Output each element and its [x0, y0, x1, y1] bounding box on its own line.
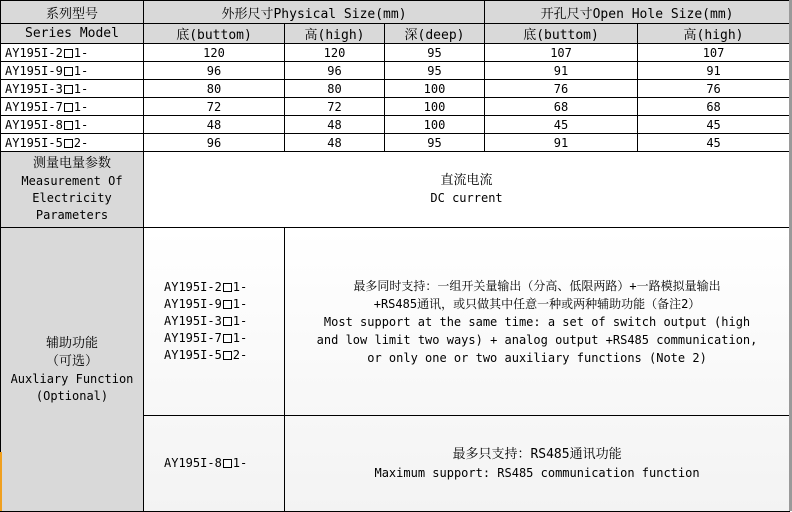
value-cell: 76 [638, 80, 790, 98]
model-suffix: 1- [232, 331, 248, 345]
model-prefix: AY195I-7 [5, 99, 63, 114]
table-row [1, 80, 790, 98]
model-suffix: 1- [232, 456, 248, 470]
header-open-hole-size: 开孔尺寸Open Hole Size(mm) [485, 1, 790, 24]
model-prefix: AY195I-2 [5, 45, 63, 60]
value-cell: 72 [285, 98, 385, 116]
value-cell: 120 [285, 44, 385, 62]
value-cell: 76 [485, 80, 638, 98]
model-prefix: AY195I-3 [5, 81, 63, 96]
header-series-en: Series Model [1, 24, 144, 44]
aux-group1-line-2: +RS485通讯，或只做其中任意一种或两种辅助功能（备注2） [373, 296, 701, 311]
measurement-label-cn: 测量电量参数 [32, 156, 111, 171]
model-cell [1, 98, 144, 116]
model-suffix: 1- [73, 117, 89, 132]
value-cell: 48 [144, 116, 285, 134]
header-series-cn: 系列型号 [1, 1, 144, 24]
checkbox-placeholder-icon [223, 300, 232, 309]
value-cell: 100 [385, 98, 485, 116]
measurement-label-en-1: Measurement Of [21, 174, 123, 188]
value-cell: 96 [144, 62, 285, 80]
value-cell: 96 [285, 62, 385, 80]
aux-group2-line-2: Maximum support: RS485 communication function [374, 465, 700, 480]
aux-label-cn-2: （可选） [45, 353, 98, 369]
header-phys-deep: 深(deep) [385, 24, 485, 44]
header-phys-high: 高(high) [285, 24, 385, 44]
list-item [164, 330, 282, 347]
checkbox-placeholder-icon [223, 459, 232, 468]
model-prefix: AY195I-8 [164, 456, 222, 470]
model-prefix: AY195I-7 [164, 331, 222, 345]
model-cell [1, 62, 144, 80]
aux-label-en-1: Auxliary Function [10, 371, 134, 386]
value-cell: 100 [385, 116, 485, 134]
measurement-value-en: DC current [430, 191, 503, 205]
aux-group2-models [144, 416, 285, 512]
value-cell: 120 [144, 44, 285, 62]
value-cell: 91 [638, 62, 790, 80]
model-cell [1, 134, 144, 152]
value-cell: 96 [144, 134, 285, 152]
model-prefix: AY195I-9 [5, 63, 63, 78]
model-cell [1, 44, 144, 62]
model-suffix: 1- [232, 280, 248, 294]
list-item [164, 347, 282, 364]
value-cell: 80 [285, 80, 385, 98]
value-cell: 45 [485, 116, 638, 134]
checkbox-placeholder-icon [64, 49, 73, 58]
model-prefix: AY195I-5 [5, 135, 63, 150]
model-prefix: AY195I-3 [164, 314, 222, 328]
model-suffix: 1- [73, 81, 89, 96]
model-prefix: AY195I-5 [164, 348, 222, 362]
table-row [1, 134, 790, 152]
value-cell: 72 [144, 98, 285, 116]
measurement-row [1, 152, 790, 228]
list-item [164, 279, 282, 296]
header-hole-high: 高(high) [638, 24, 790, 44]
measurement-label-en-3: Parameters [35, 208, 109, 222]
model-prefix: AY195I-2 [164, 280, 222, 294]
aux-group1-models [144, 228, 285, 416]
model-suffix: 1- [73, 45, 89, 60]
aux-group2-description [285, 416, 790, 512]
model-prefix: AY195I-9 [164, 297, 222, 311]
aux-label-en-2: (Optional) [35, 388, 109, 403]
checkbox-placeholder-icon [223, 334, 232, 343]
list-item [164, 296, 282, 313]
table-row [1, 62, 790, 80]
header-hole-bottom: 底(buttom) [485, 24, 638, 44]
value-cell: 68 [638, 98, 790, 116]
checkbox-placeholder-icon [64, 103, 73, 112]
checkbox-placeholder-icon [64, 67, 73, 76]
value-cell: 100 [385, 80, 485, 98]
header-row-1 [1, 1, 790, 24]
value-cell: 95 [385, 62, 485, 80]
checkbox-placeholder-icon [64, 139, 73, 148]
value-cell: 68 [485, 98, 638, 116]
model-suffix: 1- [232, 297, 248, 311]
measurement-label-en-2: Electricity [32, 191, 112, 205]
model-cell [1, 116, 144, 134]
aux-label-cn-1: 辅助功能 [45, 335, 98, 351]
aux-group1-description [285, 228, 790, 416]
checkbox-placeholder-icon [64, 85, 73, 94]
list-item [164, 455, 282, 472]
measurement-value [144, 152, 790, 228]
model-cell [1, 80, 144, 98]
aux-group1-line-5: or only one or two auxiliary functions (Note 2) [367, 350, 707, 365]
model-suffix: 1- [73, 63, 89, 78]
value-cell: 107 [638, 44, 790, 62]
model-suffix: 2- [73, 135, 89, 150]
value-cell: 48 [285, 116, 385, 134]
aux-group2-line-1: 最多只支持：RS485通讯功能 [452, 446, 622, 462]
table-row [1, 44, 790, 62]
value-cell: 95 [385, 44, 485, 62]
measurement-label [1, 152, 144, 228]
checkbox-placeholder-icon [64, 121, 73, 130]
value-cell: 45 [638, 116, 790, 134]
model-suffix: 1- [232, 314, 248, 328]
left-edge-accent [0, 452, 2, 511]
checkbox-placeholder-icon [223, 283, 232, 292]
checkbox-placeholder-icon [223, 351, 232, 360]
model-suffix: 2- [232, 348, 248, 362]
table-row [1, 98, 790, 116]
measurement-value-cn: 直流电流 [440, 173, 493, 188]
value-cell: 45 [638, 134, 790, 152]
aux-group1-line-4: and low limit two ways) + analog output +RS485 communication, [316, 332, 758, 347]
value-cell: 80 [144, 80, 285, 98]
value-cell: 107 [485, 44, 638, 62]
table-row [1, 116, 790, 134]
value-cell: 91 [485, 134, 638, 152]
list-item [164, 313, 282, 330]
header-physical-size: 外形尺寸Physical Size(mm) [144, 1, 485, 24]
header-phys-bottom: 底(buttom) [144, 24, 285, 44]
model-suffix: 1- [73, 99, 89, 114]
aux-group1-line-1: 最多同时支持：一组开关量输出（分高、低限两路）+一路模拟量输出 [353, 278, 721, 293]
aux-group1-line-3: Most support at the same time: a set of switch output (high [323, 314, 751, 329]
aux-row-1 [1, 228, 790, 416]
value-cell: 48 [285, 134, 385, 152]
value-cell: 91 [485, 62, 638, 80]
value-cell: 95 [385, 134, 485, 152]
header-row-2 [1, 24, 790, 44]
checkbox-placeholder-icon [223, 317, 232, 326]
model-prefix: AY195I-8 [5, 117, 63, 132]
aux-label [1, 228, 144, 512]
